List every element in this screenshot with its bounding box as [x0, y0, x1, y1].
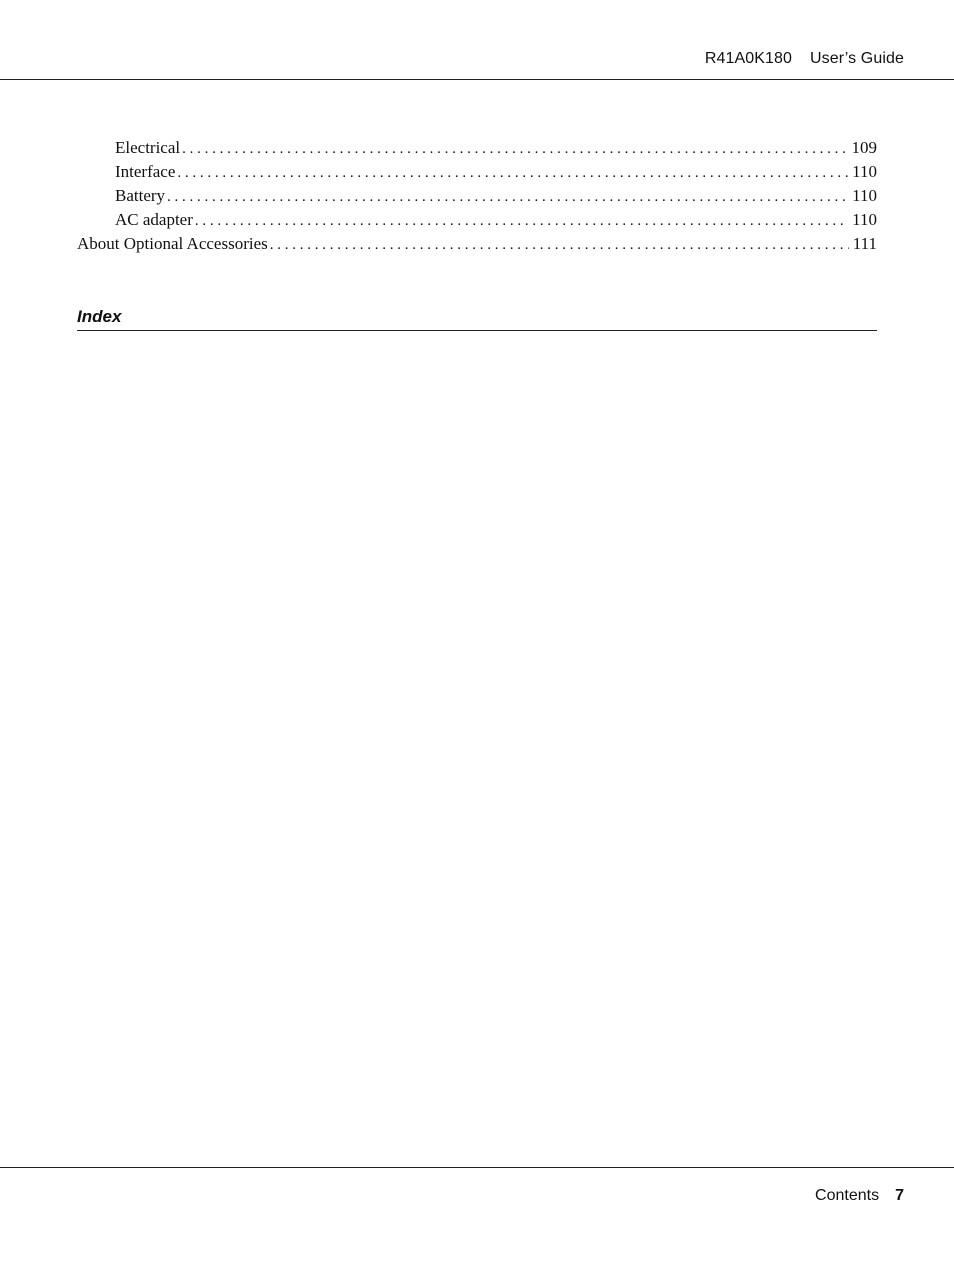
document-id: R41A0K180 — [704, 50, 793, 67]
toc-entry-label: Interface — [115, 162, 176, 181]
guide-title: User’s Guide — [810, 50, 904, 67]
toc-entry-ac-adapter[interactable] — [77, 208, 877, 232]
toc-entry-label: Battery — [115, 186, 166, 205]
toc-leader — [270, 233, 849, 257]
toc-page-number: 111 — [852, 234, 877, 253]
toc-entry-interface[interactable] — [77, 160, 877, 184]
toc-entry-label: AC adapter — [115, 210, 193, 229]
toc-entry-battery[interactable] — [77, 184, 877, 208]
toc-entry-label: Electrical — [115, 138, 181, 157]
toc-page-number: 109 — [851, 138, 877, 157]
footer-section: Contents — [815, 1187, 880, 1204]
toc-page-number: 110 — [852, 162, 877, 181]
toc-leader — [195, 209, 848, 233]
toc-entry-optional-accessories[interactable] — [77, 232, 877, 256]
footer-divider — [0, 1167, 954, 1168]
footer-page-number: 7 — [895, 1187, 904, 1204]
index-heading-label: Index — [77, 307, 122, 326]
toc-entry-electrical[interactable] — [77, 136, 877, 160]
table-of-contents — [77, 136, 877, 256]
toc-entry-label: About Optional Accessories — [77, 234, 268, 253]
toc-leader — [177, 161, 848, 185]
page-header — [0, 0, 954, 80]
toc-leader — [182, 137, 847, 161]
header-text — [705, 50, 904, 68]
toc-leader — [167, 185, 848, 209]
toc-page-number: 110 — [852, 210, 877, 229]
toc-page-number: 110 — [852, 186, 877, 205]
index-heading[interactable] — [77, 304, 877, 331]
page-footer — [815, 1187, 904, 1205]
